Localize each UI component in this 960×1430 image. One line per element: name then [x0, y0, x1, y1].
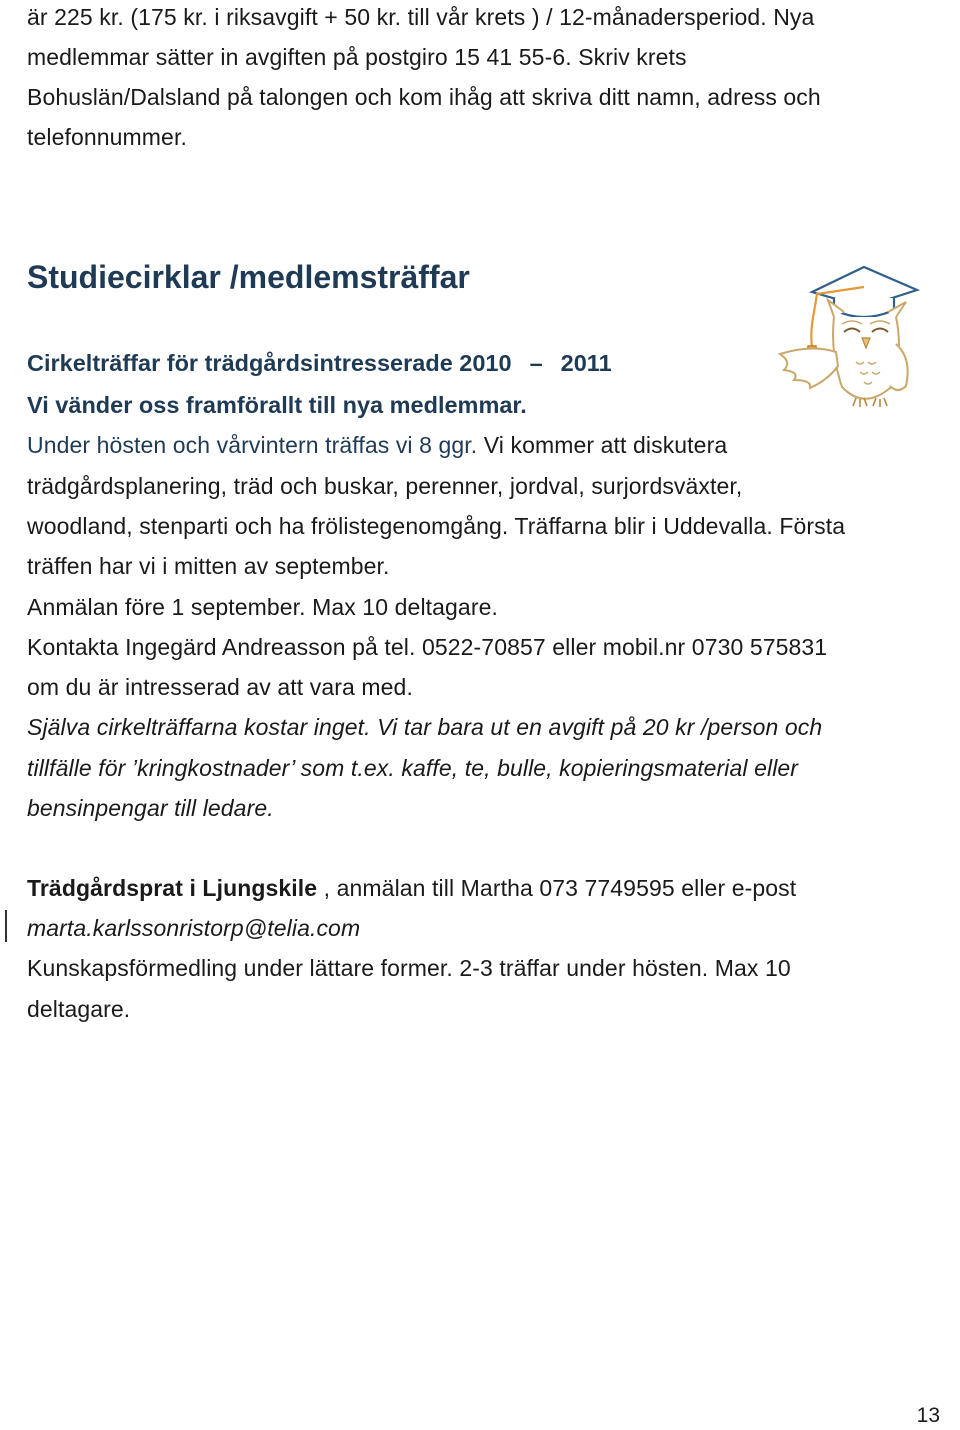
subheading-years	[27, 348, 612, 378]
tradgardsprat-line-4: deltagare.	[27, 996, 131, 1022]
body-line-3: woodland, stenparti och ha frölistegenomgång. Träffarna blir i Uddevalla. Första	[27, 513, 846, 539]
intro-line-3: Bohuslän/Dalsland på talongen och kom ihåg att skriva ditt namn, adress och	[27, 84, 821, 110]
tradgardsprat-line-3: Kunskapsförmedling under lättare former. 2-3 träffar under hösten. Max 10	[27, 955, 791, 981]
body-line-4: träffen har vi i mitten av september.	[27, 553, 390, 579]
subheading-end-year: 2011	[560, 350, 612, 376]
body-line-7: om du är intresserad av att vara med.	[27, 674, 413, 700]
subheading-title: Cirkelträffar för trädgårdsintresserade 2010	[27, 350, 512, 376]
change-bar	[5, 910, 7, 942]
tradgardsprat-email[interactable]: marta.karlssonristorp@telia.com	[27, 915, 361, 941]
body-line-2: trädgårdsplanering, träd och buskar, perenner, jordval, surjordsväxter,	[27, 473, 743, 499]
subheading-audience: Vi vänder oss framförallt till nya medlemmar.	[27, 392, 527, 418]
section-heading: Studiecirklar /medlemsträffar	[27, 259, 470, 295]
subheading-dash: –	[529, 350, 543, 376]
italic-line-1a: Själva cirkelträffarna kostar inget.	[27, 714, 371, 740]
body-line-5: Anmälan före 1 september. Max 10 deltagare.	[27, 594, 498, 620]
intro-line-2: medlemmar sätter in avgiften på postgiro 15 41 55-6. Skriv krets	[27, 44, 687, 70]
italic-line-1	[27, 712, 822, 742]
intro-line-1: är 225 kr. (175 kr. i riksavgift + 50 kr. till vår krets ) / 12-månadersperiod. Nya	[27, 4, 815, 30]
tradgardsprat-signup: , anmälan till Martha 073 7749595 eller e-post	[317, 875, 797, 901]
tradgardsprat-line-1	[27, 873, 796, 903]
italic-line-3: bensinpengar till ledare.	[27, 795, 274, 821]
tradgardsprat-title: Trädgårdsprat i Ljungskile	[27, 875, 318, 901]
italic-line-1b: Vi tar bara ut en avgift på 20 kr /person och	[370, 714, 823, 740]
intro-line-4: telefonnummer.	[27, 124, 187, 150]
page-number: 13	[916, 1404, 940, 1427]
italic-line-2: tillfälle för ’kringkostnader’ som t.ex. kaffe, te, bulle, kopieringsmaterial eller	[27, 755, 799, 781]
body-line-1-rest: Vi kommer att diskutera	[477, 432, 728, 458]
body-line-1	[27, 430, 727, 460]
graduation-owl-icon	[772, 262, 922, 412]
body-line-1-highlight: Under hösten och vårvintern träffas vi 8 ggr.	[27, 432, 478, 458]
body-line-6: Kontakta Ingegärd Andreasson på tel. 0522-70857 eller mobil.nr 0730 575831	[27, 634, 828, 660]
